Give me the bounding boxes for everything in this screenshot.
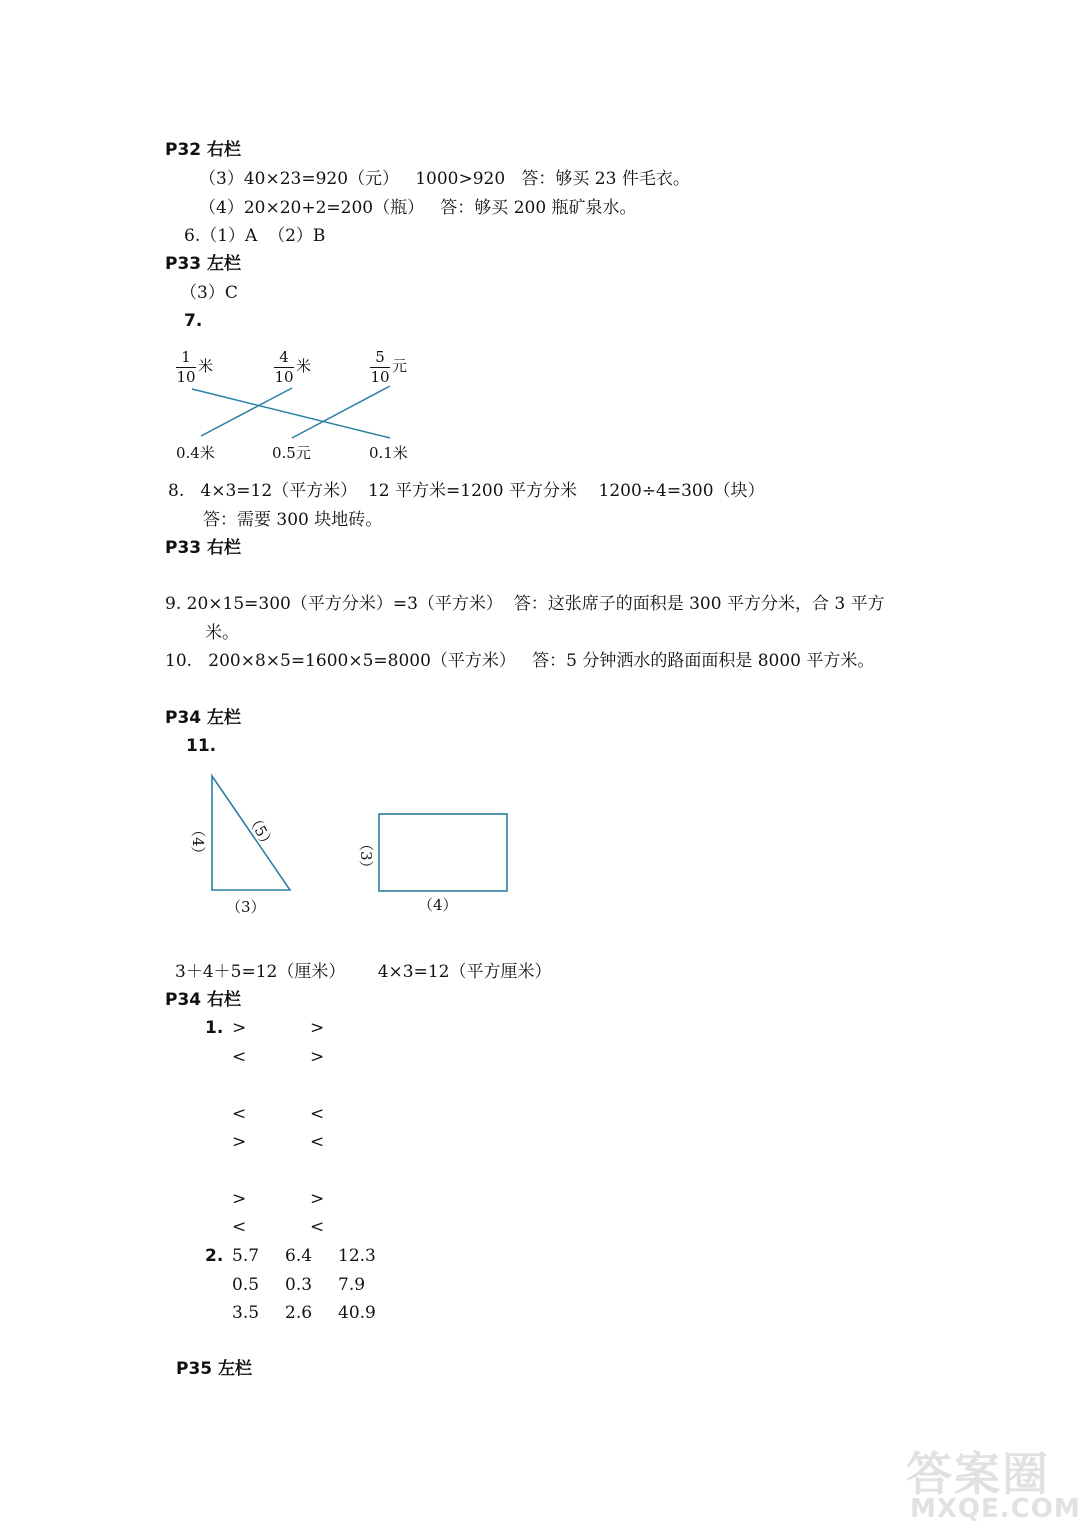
section-heading-p32-right: P32 右栏	[165, 140, 242, 160]
section-heading-p33-left: P33 左栏	[165, 254, 242, 274]
answer-line-p32-4: （4）20×20+2=200（瓶） 答：够买 200 瓶矿泉水。	[199, 198, 637, 218]
fraction-denominator: 10	[176, 368, 196, 386]
decimal-value: 0.5	[232, 1275, 260, 1295]
fraction-unit-3: 元	[392, 357, 408, 375]
comparison-symbol: <	[310, 1104, 325, 1124]
decimal-value: 2.6	[285, 1303, 313, 1323]
answer-line-q11-calc: 3＋4＋5=12（厘米） 4×3=12（平方厘米）	[175, 962, 552, 982]
comparison-symbol: <	[232, 1104, 247, 1124]
question-number-1: 1.	[205, 1018, 224, 1038]
comparison-symbol: <	[232, 1217, 247, 1237]
decimal-value: 0.3	[285, 1275, 313, 1295]
comparison-symbol: >	[310, 1018, 325, 1038]
comparison-symbol: >	[310, 1189, 325, 1209]
question-number-2: 2.	[205, 1246, 224, 1266]
decimal-value: 40.9	[338, 1303, 376, 1323]
fraction-numerator: 1	[181, 348, 191, 366]
matching-bottom-1: 0.4米	[176, 444, 215, 462]
answer-line-q9-cont: 米。	[205, 623, 239, 643]
answer-line-q8: 8. 4×3=12（平方米） 12 平方米=1200 平方分米 1200÷4=300（块）	[168, 481, 765, 501]
fraction-unit-1: 米	[198, 357, 214, 375]
answer-line-q6: 6.（1）A （2）B	[184, 226, 326, 246]
decimal-value: 12.3	[338, 1246, 376, 1266]
answer-line-p32-3: （3）40×23=920（元） 1000>920 答：够买 23 件毛衣。	[199, 169, 690, 189]
matching-bottom-2: 0.5元	[272, 444, 311, 462]
question-number-11: 11.	[186, 736, 217, 756]
question-number-7: 7.	[184, 311, 203, 331]
rectangle	[379, 814, 507, 891]
watermark-logo-text: 答案圈	[906, 1447, 1050, 1501]
rectangle-side-label-bottom: （4）	[418, 896, 458, 914]
watermark-logo-url: MXQE.COM	[910, 1494, 1081, 1524]
fraction-numerator: 4	[279, 348, 289, 366]
decimal-value: 5.7	[232, 1246, 260, 1266]
section-heading-p33-right: P33 右栏	[165, 538, 242, 558]
rectangle-side-label-left: （3）	[357, 836, 375, 876]
section-heading-p34-right: P34 右栏	[165, 990, 242, 1010]
comparison-symbol: <	[232, 1047, 247, 1067]
decimal-value: 7.9	[338, 1275, 366, 1295]
section-heading-p35-left: P35 左栏	[176, 1359, 253, 1379]
fraction-denominator: 10	[274, 368, 294, 386]
triangle-side-label-hypotenuse: （5）	[243, 809, 279, 853]
decimal-value: 3.5	[232, 1303, 260, 1323]
comparison-symbol: <	[310, 1132, 325, 1152]
decimal-value: 6.4	[285, 1246, 313, 1266]
fraction-denominator: 10	[370, 368, 390, 386]
answer-line-p33-3: （3）C	[180, 283, 238, 303]
comparison-symbol: >	[310, 1047, 325, 1067]
comparison-symbol: >	[232, 1132, 247, 1152]
comparison-symbol: <	[310, 1217, 325, 1237]
section-heading-p34-left: P34 左栏	[165, 708, 242, 728]
triangle-side-label-bottom: （3）	[226, 898, 266, 916]
fraction-unit-2: 米	[296, 357, 312, 375]
answer-line-q10: 10. 200×8×5=1600×5=8000（平方米） 答：5 分钟洒水的路面面积是 8000 平方米。	[165, 651, 875, 671]
comparison-symbol: >	[232, 1189, 247, 1209]
triangle-side-label-left: （4）	[189, 822, 207, 862]
fraction-numerator: 5	[375, 348, 385, 366]
answer-line-q9: 9. 20×15=300（平方分米）=3（平方米） 答：这张席子的面积是 300 平方分米，合 3 平方	[165, 594, 885, 614]
answer-line-q8-answer: 答：需要 300 块地砖。	[203, 510, 383, 530]
matching-bottom-3: 0.1米	[369, 444, 408, 462]
comparison-symbol: >	[232, 1018, 247, 1038]
